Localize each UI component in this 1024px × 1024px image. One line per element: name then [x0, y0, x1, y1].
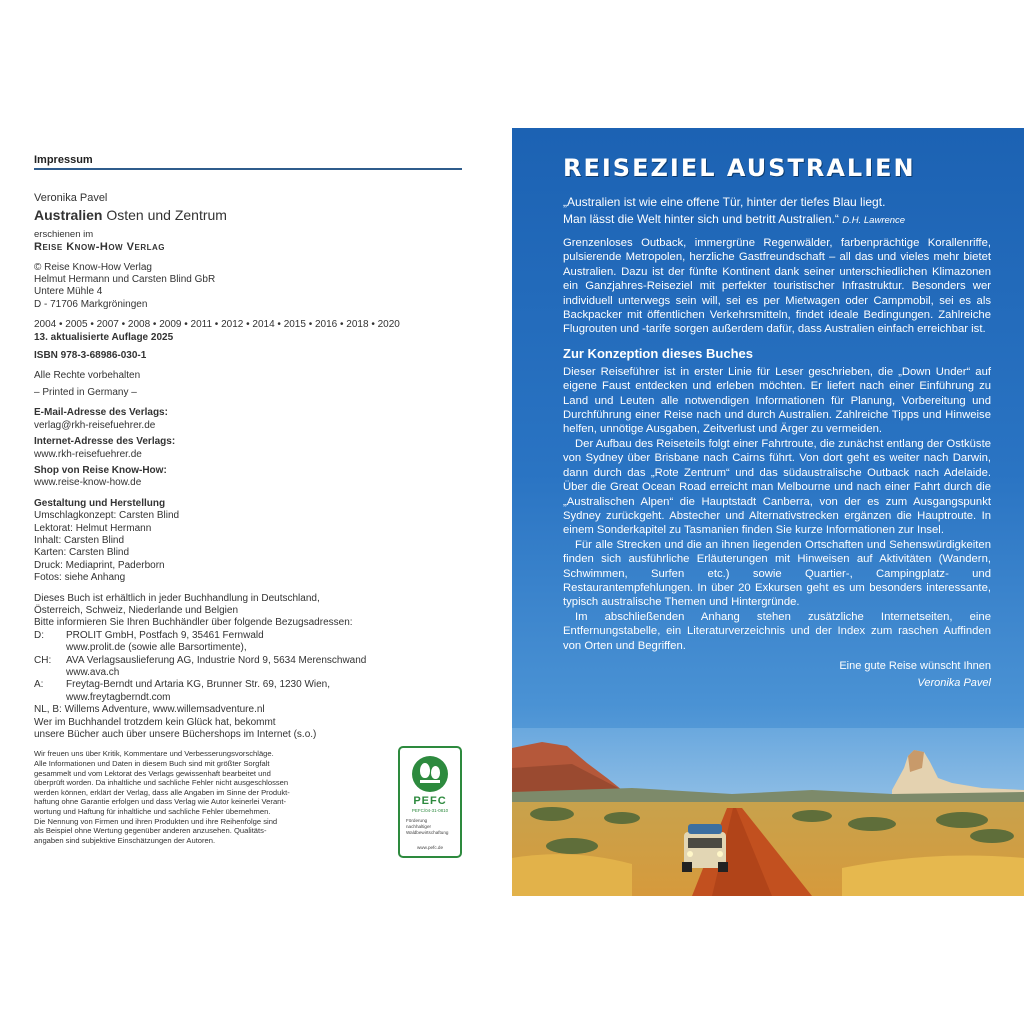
gestaltung-line: Druck: Mediaprint, Paderborn	[34, 559, 165, 571]
buchhandel-block	[34, 593, 462, 630]
kein-glueck-line: unsere Bücher auch über unsere Büchershops im Internet (s.o.)	[34, 729, 317, 741]
gestaltung-line: Karten: Carsten Blind	[34, 547, 130, 559]
address-line: www.freytagberndt.com	[66, 691, 171, 703]
address-line: Freytag-Berndt und Artaria KG, Brunner Str. 69, 1230 Wien,	[66, 679, 331, 691]
publisher-name: Reise Know-How Verlag	[34, 241, 165, 254]
disclaimer	[34, 749, 334, 845]
copyright-line: Untere Mühle 4	[34, 286, 103, 298]
copyright-block	[34, 262, 462, 312]
greeting: Eine gute Reise wünscht Ihnen	[839, 659, 991, 672]
gestaltung-line: Inhalt: Carsten Blind	[34, 534, 125, 546]
gestaltung-line: Fotos: siehe Anhang	[34, 572, 126, 584]
erschienen-label: erschienen im	[34, 228, 94, 240]
address-line: www.ava.ch	[66, 667, 120, 678]
gestaltung-block	[34, 510, 462, 584]
disclaimer-line: gesammelt und vom Lektorat des Verlags gewissenhaft bearbeitet und	[34, 768, 271, 778]
quote-author: D.H. Lawrence	[842, 215, 906, 226]
disclaimer-line: wortung und Haftung für inhaltliche und sachliche Fehler übernehmen.	[34, 807, 271, 816]
impressum-column	[34, 154, 462, 845]
pefc-description	[406, 818, 456, 836]
copyright-line: © Reise Know-How Verlag	[34, 261, 152, 273]
intro-text-column	[563, 154, 991, 692]
shop-link[interactable]: www.reise-know-how.de	[34, 477, 142, 489]
quote-line: „Australien ist wie eine offene Tür, hinter der tiefes Blau liegt.	[563, 195, 886, 209]
printed-text: – Printed in Germany –	[34, 386, 137, 398]
pefc-tree-icon	[412, 756, 448, 792]
disclaimer-line: werden können, erklärt der Verlag, dass alle Angaben im Sinne der Produkt-	[34, 787, 290, 797]
shop-label: Shop von Reise Know-How:	[34, 464, 167, 476]
buchhandel-line: Dieses Buch ist erhältlich in jeder Buchhandlung in Deutschland,	[34, 592, 320, 604]
address-entry	[34, 655, 462, 680]
address-nlb: NL, B: Willems Adventure, www.willemsadventure.nl	[34, 704, 265, 716]
email-label: E-Mail-Adresse des Verlags:	[34, 407, 168, 419]
gestaltung-line: Lektorat: Helmut Hermann	[34, 522, 152, 534]
address-lines	[66, 679, 330, 704]
disclaimer-line: Alle Informationen und Daten in diesem Buch sind mit größter Sorgfalt	[34, 759, 270, 769]
internet-link[interactable]: www.rkh-reisefuehrer.de	[34, 448, 142, 460]
pefc-url: www.pefc.de	[416, 845, 444, 850]
body-paragraph: Für alle Strecken und die an ihnen liegenden Ortschaften und Sehenswürdigkeiten finden sich ausführliche Erläuterungen mit Hinweisen auf Aktivitäten (Wandern, Schwimmen, Surfen etc.) sowie Quartier-, Campingplatz- und Restaurantempfehlungen. In über 20 Exkursen geht es um besonders interessante, typisch australische Themen und Hintergründe.	[563, 538, 991, 609]
kein-glueck-line: Wer im Buchhandel trotzdem kein Glück hat, bekommt	[34, 716, 276, 728]
pefc-code: PEFC/04-31-0810	[411, 808, 449, 813]
intro-paragraph: Grenzenloses Outback, immergrüne Regenwälder, farbenprächtige Korallenriffe, pulsierende Metropolen, herzliche Gastfreundschaft – all das und vieles mehr bietet Australien. Dazu ist der fünfte Kontinent dank seiner unterschiedlichen Klimazonen ein Ganzjahres-Reiseziel mit perfekter touristischer Infrastruktur. Besonders wer individuell unterwegs sein will, sei es per Mietwagen oder Campmobil, sei es als Backpacker mit öffentlichen Verkehrsmitteln, findet ideale Bedingungen. Zahlreiche Flugrouten und -tarife sorgen außerdem dafür, dass Australien einfach erreichbar ist.	[563, 237, 991, 336]
photo-car	[682, 824, 728, 872]
disclaimer-line: als Beispiel ohne Wertung gegenüber anderen anzusehen. Qualitäts-	[34, 826, 267, 836]
address-entry	[34, 630, 462, 655]
body-paragraph: Der Aufbau des Reiseteils folgt einer Fahrtroute, die zunächst entlang der Ostküste von Sydney über Brisbane nach Cairns führt. Von dort geht es weiter nach Darwin, dann durch das „Rote Zentrum“ und das südaustralische Outback nach Adelaide. Über die Great Ocean Road erreicht man Melbourne und nach einer Fahrt durch die „Australischen Alpen“ die Hauptstadt Canberra, von der es zum Ausgangspunkt Sydney zurückgeht. Abstecher und Alternativstrecken ergänzen die Hauptroute. In einem Sonderkapitel zu Tasmanien finden Sie kurze Informationen zur Insel.	[563, 437, 991, 537]
copyright-line: D - 71706 Markgröningen	[34, 298, 148, 310]
body-paragraph: Im abschließenden Anhang stehen zusätzliche Internetseiten, eine Entfernungstabelle, ein Literaturverzeichnis und der Index zum raschen Auffinden von Orten und Begriffen.	[563, 610, 991, 652]
address-country: CH:	[34, 654, 52, 666]
buchhandel-line: Bitte informieren Sie Ihren Buchhändler über folgende Bezugsadressen:	[34, 617, 353, 629]
author-name: Veronika Pavel	[34, 192, 108, 205]
email-link[interactable]: verlag@rkh-reisefuehrer.de	[34, 419, 156, 431]
signature	[563, 675, 991, 692]
kein-glueck-block	[34, 717, 462, 742]
disclaimer-line: angaben sind subjektive Einschätzungen der Autoren.	[34, 835, 216, 845]
intro-page	[512, 128, 1024, 896]
quote-line-2	[563, 211, 991, 229]
outback-photo	[512, 728, 1024, 896]
body-paragraph: Dieser Reiseführer ist in erster Linie für Leser geschrieben, die „Down Under“ auf eigene Faust entdecken und erleben möchten. Er liefert nach einer Einführung zu Land und Leuten alle notwendigen Informationen für Planung, Vorbereitung und Durchführung einer Reise nach und durch Australien. Zahlreiche Tipps und Hinweise helfen, unnötige Ausgaben, Zeitverlust und Ärger zu vermeiden.	[563, 365, 991, 436]
address-country: A:	[34, 679, 44, 691]
quote-line: Man lässt die Welt hinter sich und betritt Australien.“	[563, 212, 839, 226]
pefc-desc-line: Förderung	[406, 818, 428, 823]
rights-text: Alle Rechte vorbehalten	[34, 370, 141, 382]
disclaimer-line: Wir freuen uns über Kritik, Kommentare und Verbesserungsvorschläge.	[34, 749, 274, 759]
pefc-brand: PEFC	[413, 795, 447, 807]
impressum-heading: Impressum	[34, 154, 462, 170]
section-heading: Zur Konzeption dieses Buches	[563, 345, 753, 361]
gestaltung-line: Umschlagkonzept: Carsten Blind	[34, 510, 180, 522]
buchhandel-line: Österreich, Schweiz, Niederlande und Belgien	[34, 604, 238, 616]
quote-block	[563, 194, 991, 229]
copyright-line: Helmut Hermann und Carsten Blind GbR	[34, 274, 216, 286]
pefc-desc-line: Waldbewirtschaftung	[406, 830, 449, 835]
address-entry	[34, 679, 462, 704]
internet-label: Internet-Adresse des Verlags:	[34, 436, 176, 448]
address-lines	[66, 655, 366, 680]
disclaimer-line: überprüft worden. Da inhaltliche und sachliche Fehler nicht ausgeschlossen	[34, 778, 289, 788]
book-title: Australien	[34, 206, 103, 223]
signature-name: Veronika Pavel	[917, 676, 991, 689]
page-title: REISEZIEL AUSTRALIEN	[563, 154, 916, 182]
address-line: www.prolit.de (sowie alle Barsortimente),	[66, 642, 247, 654]
disclaimer-line: Die Nennung von Firmen und ihren Produkten und ihre Reihenfolge sind	[34, 816, 278, 826]
book-subtitle: Osten und Zentrum	[106, 206, 227, 223]
disclaimer-line: haftung ohne Garantie erfolgen und dass Verlag wie Autor keinerlei Verant-	[34, 797, 287, 807]
address-lines	[66, 630, 264, 655]
address-country: D:	[34, 629, 44, 641]
pefc-desc-line: nachhaltiger	[406, 824, 432, 829]
pefc-label	[398, 746, 462, 858]
address-list	[34, 630, 462, 717]
address-line: AVA Verlagsauslieferung AG, Industrie Nord 9, 5634 Merenschwand	[66, 654, 367, 666]
book-title-line	[34, 207, 462, 224]
isbn: ISBN 978-3-68986-030-1	[34, 350, 147, 362]
edition-list: 2004 • 2005 • 2007 • 2008 • 2009 • 2011 • 2012 • 2014 • 2015 • 2016 • 2018 • 2020	[34, 319, 400, 331]
gestaltung-label: Gestaltung und Herstellung	[34, 497, 166, 509]
address-line: PROLIT GmbH, Postfach 9, 35461 Fernwald	[66, 629, 264, 641]
edition-current: 13. aktualisierte Auflage 2025	[34, 331, 174, 343]
closing	[563, 658, 991, 692]
